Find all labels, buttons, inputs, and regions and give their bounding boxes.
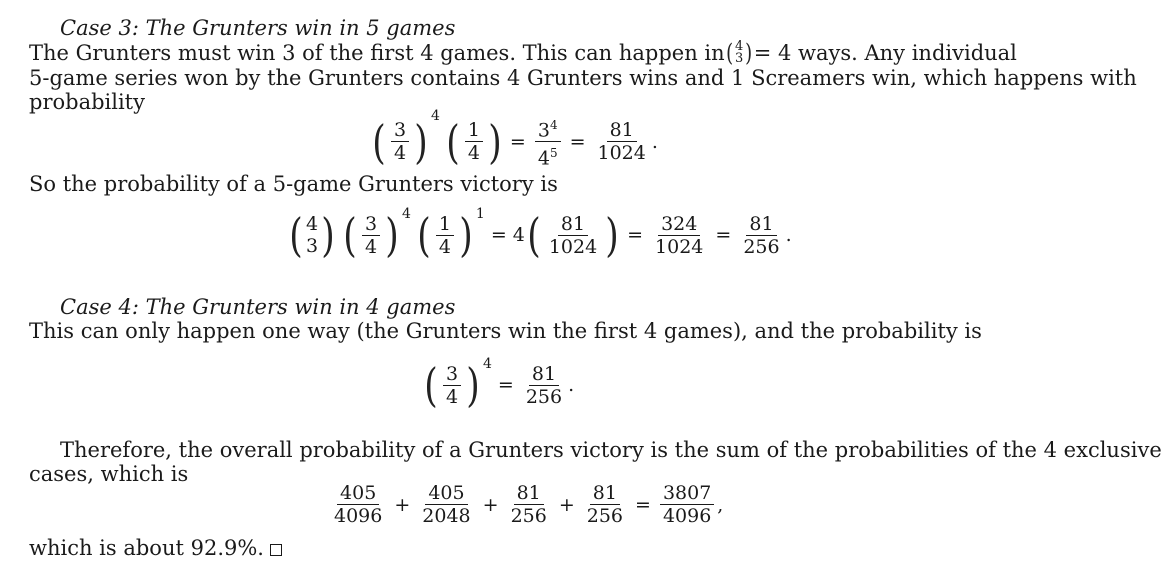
case4-heading: Case 4: The Grunters win in 4 games <box>60 295 456 319</box>
case4-line1: This can only happen one way (the Grunters win the first 4 games), and the probability is <box>29 319 982 343</box>
case3-heading: Case 3: The Grunters win in 5 games <box>60 16 456 40</box>
equation-overall-sum: $\frac{405}{4096}$ + $\frac{405}{2048}$ + $\frac{81}{256}$ + $\frac{81}{256}$ = $\frac{3807}{4096}$ , <box>334 482 724 527</box>
conclusion-line1: Therefore, the overall probability of a Grunters victory is the sum of the probabilities of the 4 exclusive <box>60 438 1162 462</box>
conclusion-final <box>29 536 282 560</box>
equation-4-game-victory: ( $\frac{3}{4}$ ) 4 = $\frac{81}{256}$ . <box>424 356 575 412</box>
case3-line2: 5-game series won by the Grunters contains 4 Grunters wins and 1 Screamers win, which happens with <box>29 66 1137 90</box>
case3-line1 <box>29 39 1017 67</box>
conclusion-line2: cases, which is <box>29 462 189 486</box>
case3-line1-b: = 4 ways. Any individual <box>753 41 1017 65</box>
qed-square-icon <box>270 544 282 556</box>
case3-line1-a: The Grunters must win 3 of the first 4 games. This can happen in <box>29 41 725 65</box>
conclusion-final-text: which is about 92.9%. <box>29 536 264 560</box>
case3-line3: probability <box>29 90 145 114</box>
equation-individual-series: ( $\frac{3}{4}$ ) 4 ( $\frac{1}{4}$ ) = $\frac{3^4}{4^5}$ = $\frac{81}{1024}$ . <box>372 108 658 170</box>
case3-after: So the probability of a 5-game Grunters victory is <box>29 172 558 196</box>
equation-5-game-victory: ( 4 3 ) ( $\frac{3}{4}$ ) 4 ( $\frac{1}{4}$ ) 1 = 4 ( $\frac{81}{1024}$ ) = $\frac{324}{1024}$ = $\frac{81}{256}$ . <box>289 206 792 262</box>
inline-binomial: ( 4 3 ) <box>725 39 753 67</box>
